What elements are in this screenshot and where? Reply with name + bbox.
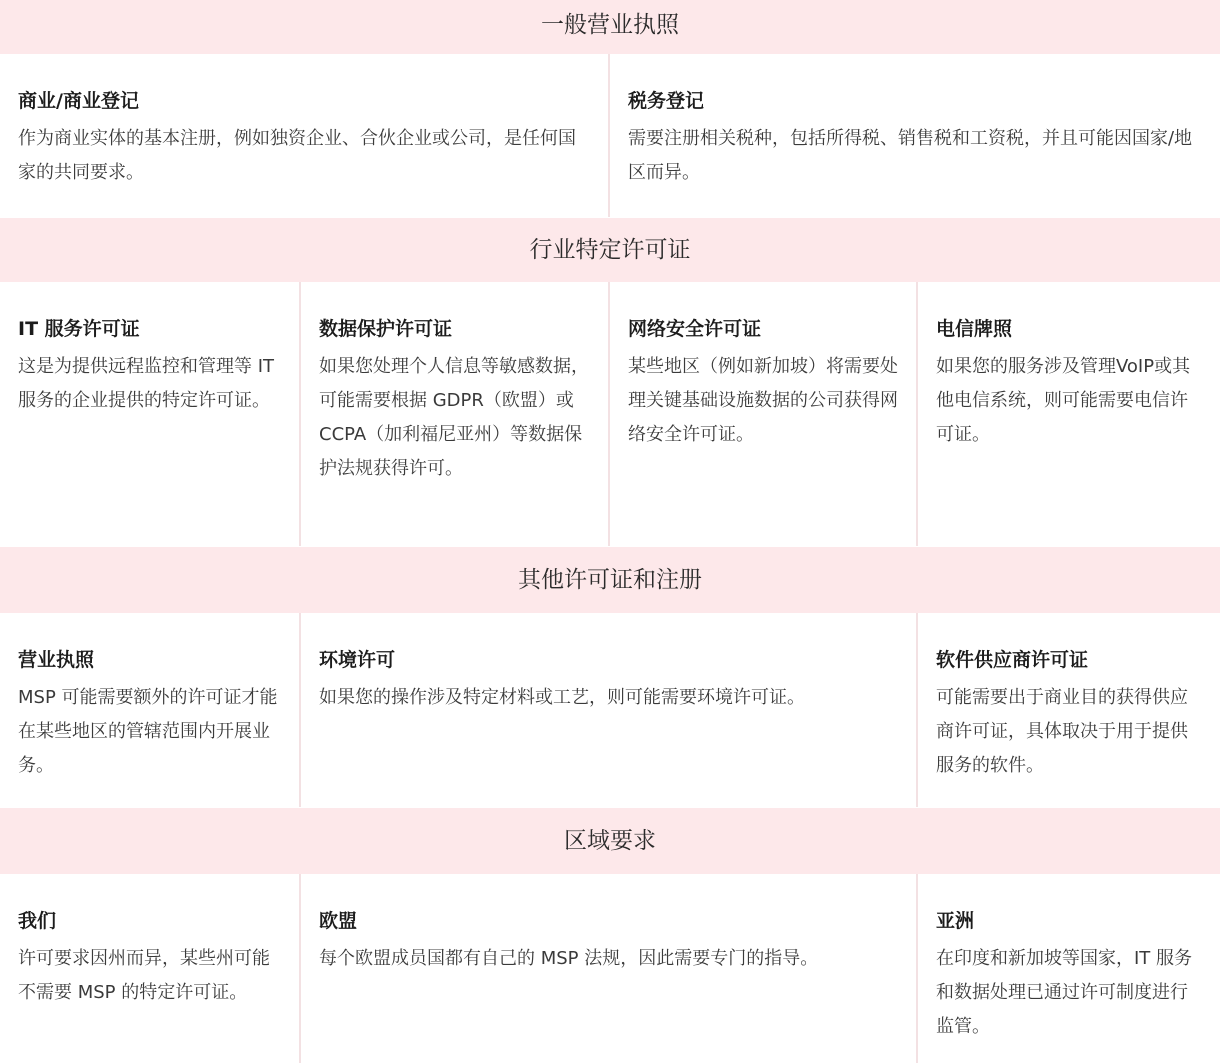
card-it-services-license	[0, 282, 301, 546]
card-telecom-license	[918, 282, 1220, 546]
card-title: 税务登记	[628, 90, 705, 112]
section-header-other: 其他许可证和注册	[0, 547, 1220, 613]
section-row-other	[0, 613, 1220, 808]
card-description: MSP 可能需要额外的许可证才能在某些地区的管辖范围内开展业务。	[18, 687, 278, 776]
card-title: 商业/商业登记	[18, 90, 139, 112]
card-title: 环境许可	[319, 649, 396, 671]
section-header-regional: 区域要求	[0, 808, 1220, 874]
card-tax-registration	[610, 54, 1220, 217]
card-description: 每个欧盟成员国都有自己的 MSP 法规，因此需要专门的指导。	[319, 948, 819, 969]
card-description: 可能需要出于商业目的获得供应商许可证，具体取决于用于提供服务的软件。	[936, 687, 1188, 776]
card-business-registration	[0, 54, 610, 217]
card-title: 欧盟	[319, 910, 358, 932]
card-description: 这是为提供远程监控和管理等 IT 服务的企业提供的特定许可证。	[18, 356, 275, 411]
card-data-protection-license	[301, 282, 610, 546]
card-title: 电信牌照	[936, 318, 1013, 340]
card-title: 网络安全许可证	[628, 318, 762, 340]
card-cybersecurity-license	[610, 282, 918, 546]
card-description: 需要注册相关税种，包括所得税、销售税和工资税，并且可能因国家/地区而异。	[628, 128, 1193, 183]
card-description: 某些地区（例如新加坡）将需要处理关键基础设施数据的公司获得网络安全许可证。	[628, 356, 898, 445]
card-business-license	[0, 613, 301, 807]
card-region-asia	[918, 874, 1220, 1063]
card-region-eu	[301, 874, 918, 1063]
card-description: 如果您处理个人信息等敏感数据，可能需要根据 GDPR（欧盟）或 CCPA（加利福尼亚州）等数据保护法规获得许可。	[319, 356, 589, 479]
card-title: 软件供应商许可证	[936, 649, 1089, 671]
section-row-regional	[0, 874, 1220, 1064]
card-description: 在印度和新加坡等国家，IT 服务和数据处理已通过许可制度进行监管。	[936, 948, 1193, 1037]
card-description: 如果您的服务涉及管理VoIP或其他电信系统，则可能需要电信许可证。	[936, 356, 1191, 445]
card-description: 许可要求因州而异，某些州可能不需要 MSP 的特定许可证。	[18, 948, 270, 1003]
section-header-industry: 行业特定许可证	[0, 218, 1220, 282]
card-title: IT 服务许可证	[18, 318, 140, 340]
card-description: 作为商业实体的基本注册，例如独资企业、合伙企业或公司，是任何国家的共同要求。	[18, 128, 576, 183]
card-description: 如果您的操作涉及特定材料或工艺，则可能需要环境许可证。	[319, 687, 805, 708]
card-title: 亚洲	[936, 910, 975, 932]
card-software-vendor-license	[918, 613, 1220, 807]
card-environmental-permit	[301, 613, 918, 807]
section-header-general: 一般营业执照	[0, 0, 1220, 54]
section-row-general	[0, 54, 1220, 218]
card-title: 营业执照	[18, 649, 95, 671]
card-title: 我们	[18, 910, 57, 932]
card-title: 数据保护许可证	[319, 318, 453, 340]
section-row-industry	[0, 282, 1220, 547]
card-region-us	[0, 874, 301, 1063]
